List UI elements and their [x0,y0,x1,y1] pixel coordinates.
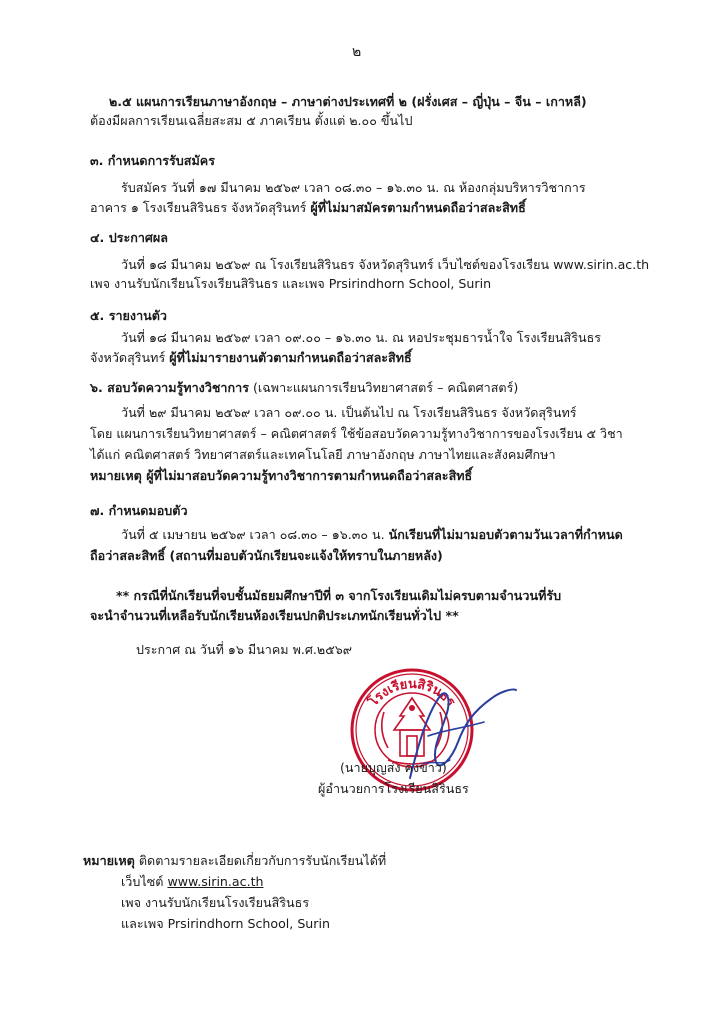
section-6-line1: วันที่ ๒๙ มีนาคม ๒๕๖๙ เวลา ๐๙.๐๐ น. เป็นต้นไป ณ โรงเรียนสิรินธร จังหวัดสุรินทร์ [121,405,577,420]
footer-note-label: หมายเหตุ [83,853,135,868]
section-6-note [90,468,472,484]
section-5-warning: ผู้ที่ไม่มารายงานตัวตามกำหนดถือว่าสละสิทธิ์ [169,350,412,365]
footer-page1: เพจ งานรับนักเรียนโรงเรียนสิรินธร [121,895,310,910]
section-6-title: ๖. สอบวัดความรู้ทางวิชาการ [90,380,249,395]
section-7-warning: นักเรียนที่ไม่มามอบตัวตามวันเวลาที่กำหนด [388,527,623,542]
section-7-line1 [121,527,623,543]
section-7-date: วันที่ ๕ เมษายน ๒๕๖๙ เวลา ๐๘.๓๐ – ๑๖.๓๐ น. [121,527,385,542]
special-note-line1: ** กรณีที่นักเรียนที่จบชั้นมัธยมศึกษาปีที่ ๓ จากโรงเรียนเดิมไม่ครบตามจำนวนที่รับ [116,588,562,603]
section-4-line1: วันที่ ๑๘ มีนาคม ๒๕๖๙ ณ โรงเรียนสิรินธร จังหวัดสุรินทร์ เว็บไซต์ของโรงเรียน www.sirin.ac.th [121,257,650,272]
footer-note-text: ติดตามรายละเอียดเกี่ยวกับการรับนักเรียนได้ที่ [138,853,387,868]
section-2-5-heading: ๒.๕ แผนการเรียนภาษาอังกฤษ – ภาษาต่างประเทศที่ ๒ (ฝรั่งเศส – ญี่ปุ่น – จีน – เกาหลี) [109,94,587,109]
footer-website-label: เว็บไซต์ [121,874,164,889]
footer-page2-name: Prsirindhorn School, Surin [167,916,330,931]
section-6-note-text: ผู้ที่ไม่มาสอบวัดความรู้ทางวิชาการตามกำหนดถือว่าสละสิทธิ์ [146,468,473,483]
section-5-line2 [90,350,412,366]
section-5-line1: วันที่ ๑๘ มีนาคม ๒๕๖๙ เวลา ๐๙.๐๐ – ๑๖.๓๐ น. ณ หอประชุมธารน้ำใจ โรงเรียนสิรินธร [121,330,602,345]
section-3-warning: ผู้ที่ไม่มาสมัครตามกำหนดถือว่าสละสิทธิ์ [310,200,526,215]
footer-website [121,874,264,890]
footer-note [83,853,386,869]
section-5-location: จังหวัดสุรินทร์ [90,350,166,365]
section-3-line2 [90,200,526,216]
section-7-line2: ถือว่าสละสิทธิ์ (สถานที่มอบตัวนักเรียนจะแจ้งให้ทราบในภายหลัง) [90,548,443,563]
signatory-title: ผู้อำนวยการโรงเรียนสิรินธร [318,781,469,796]
svg-text:โรงเรียนสิรินธร: โรงเรียนสิรินธร [366,676,458,710]
section-6-heading [90,380,518,396]
section-6-line3: ได้แก่ คณิตศาสตร์ วิทยาศาสตร์และเทคโนโลยี ภาษาอังกฤษ ภาษาไทยและสังคมศึกษา [90,447,556,462]
footer-page2-label: และเพจ [121,916,164,931]
announcement-date: ประกาศ ณ วันที่ ๑๖ มีนาคม พ.ศ.๒๕๖๙ [136,642,352,657]
special-note-line2: จะนำจำนวนที่เหลือรับนักเรียนห้องเรียนปกติประเภทนักเรียนทั่วไป ** [90,608,459,623]
section-3-heading: ๓. กำหนดการรับสมัคร [90,153,215,168]
section-4-heading: ๔. ประกาศผล [90,230,169,245]
section-3-line1: รับสมัคร วันที่ ๑๗ มีนาคม ๒๕๖๙ เวลา ๐๘.๓๐ – ๑๖.๓๐ น. ณ ห้องกลุ่มบริหารวิชาการ [121,180,586,195]
page-number: ๒ [352,44,362,60]
section-4-line2: เพจ งานรับนักเรียนโรงเรียนสิรินธร และเพจ Prsirindhorn School, Surin [90,276,492,291]
footer-page2 [121,916,330,932]
section-3-location: อาคาร ๑ โรงเรียนสิรินธร จังหวัดสุรินทร์ [90,200,307,215]
section-5-heading: ๕. รายงานตัว [90,308,167,323]
section-6-subtitle: (เฉพาะแผนการเรียนวิทยาศาสตร์ – คณิตศาสตร์) [252,380,519,395]
section-2-5-line: ต้องมีผลการเรียนเฉลี่ยสะสม ๕ ภาคเรียน ตั้งแต่ ๒.๐๐ ขึ้นไป [90,113,413,128]
section-7-heading: ๗. กำหนดมอบตัว [90,503,188,518]
section-6-note-label: หมายเหตุ [90,468,142,483]
website-link[interactable]: www.sirin.ac.th [167,874,264,889]
section-6-line2: โดย แผนการเรียนวิทยาศาสตร์ – คณิตศาสตร์ ใช้ข้อสอบวัดความรู้ทางวิชาการของโรงเรียน ๕ วิชา [90,426,623,441]
signatory-name: (นายบุญส่ง คงขาว) [340,760,447,775]
